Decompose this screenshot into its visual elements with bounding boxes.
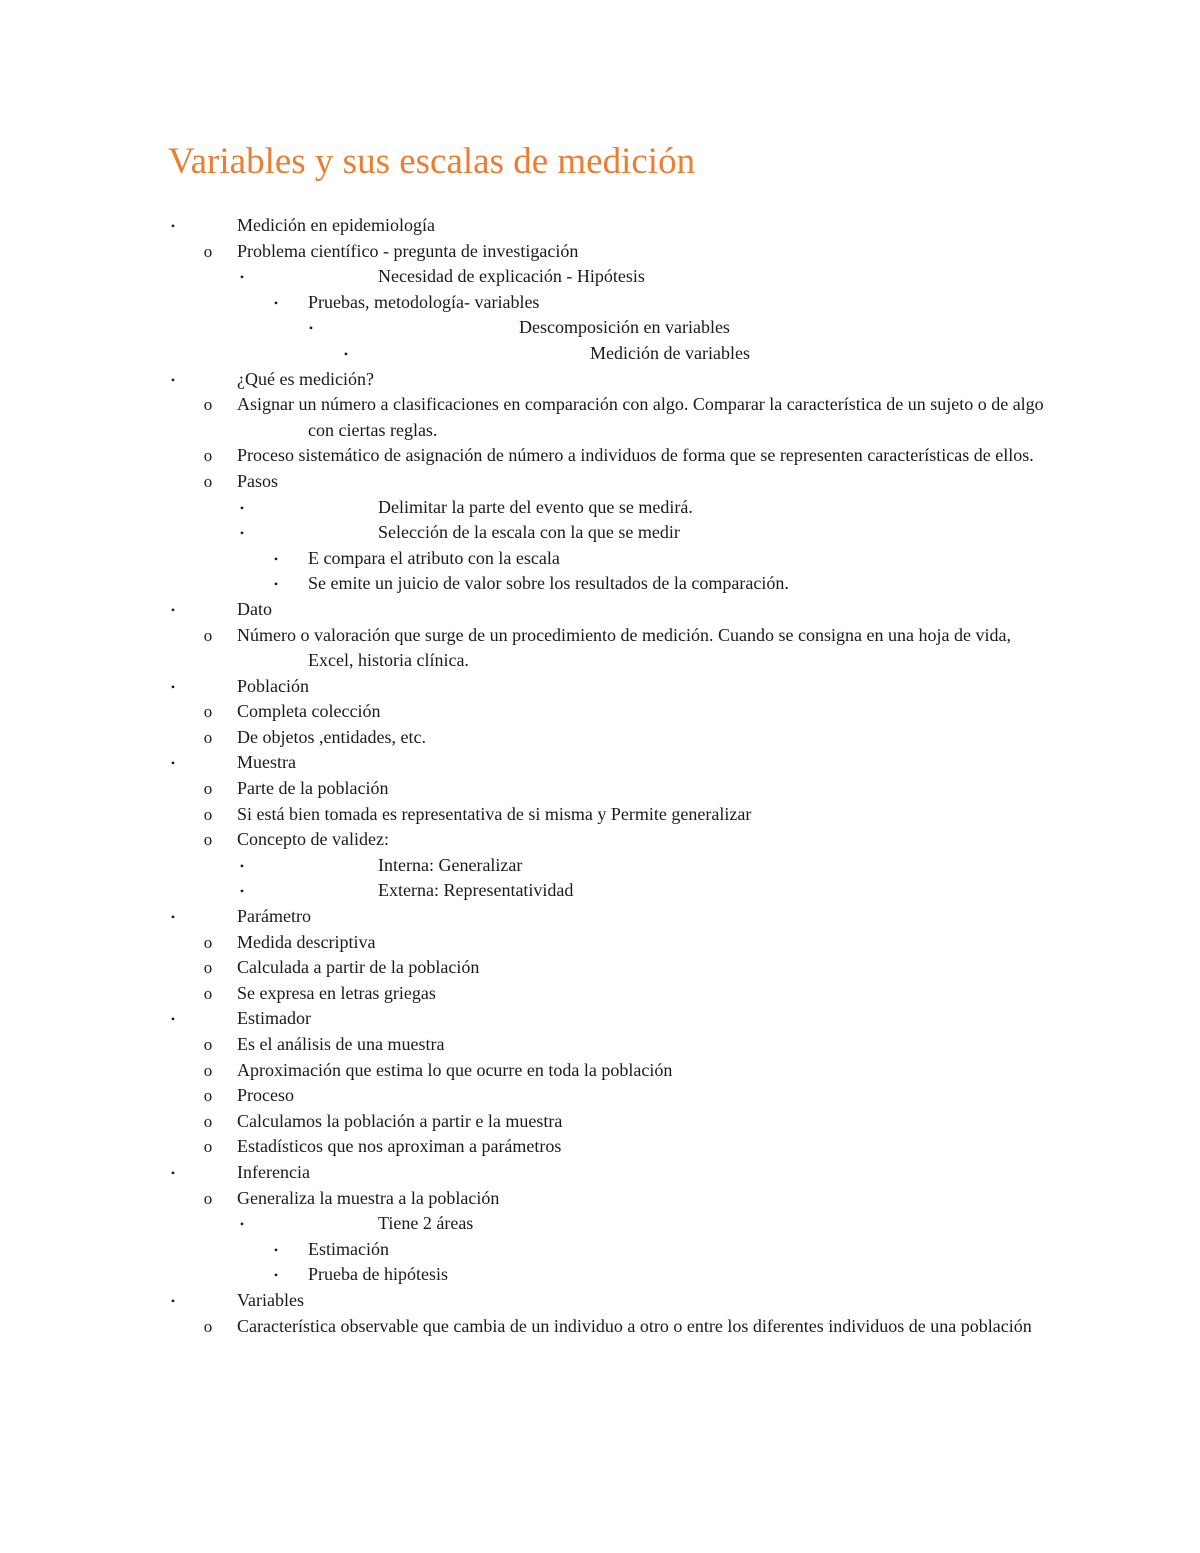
list-item-text: Parte de la población <box>237 778 389 799</box>
list-item <box>0 495 1200 521</box>
list-item-text: Selección de la escala con la que se medir <box>378 522 680 543</box>
bullet-icon: • <box>273 295 279 310</box>
list-item <box>0 239 1200 265</box>
list-item <box>0 1186 1200 1212</box>
list-item-text: Se expresa en letras griegas <box>237 982 436 1003</box>
list-item <box>0 1288 1200 1314</box>
bullet-icon: • <box>170 679 176 694</box>
list-item <box>0 1032 1200 1058</box>
list-item-text: Estadísticos que nos aproximan a parámetros <box>237 1136 562 1157</box>
bullet-icon: • <box>239 1217 245 1232</box>
list-item <box>0 827 1200 853</box>
circle-bullet-icon: o <box>203 1086 213 1106</box>
circle-bullet-icon: o <box>203 1111 213 1131</box>
list-item <box>0 699 1200 725</box>
list-item <box>0 1058 1200 1084</box>
list-item <box>0 1262 1200 1288</box>
list-item-text: Si está bien tomada es representativa de si misma y Permite generalizar <box>237 803 752 824</box>
circle-bullet-icon: o <box>203 932 213 952</box>
list-item <box>0 1211 1200 1237</box>
bullet-icon: • <box>170 910 176 925</box>
list-item-text: Estimación <box>308 1238 389 1259</box>
list-item <box>0 392 1200 443</box>
list-item-text: Inferencia <box>237 1161 310 1182</box>
bullet-icon: • <box>273 1268 279 1283</box>
bullet-icon: • <box>308 321 314 336</box>
list-item-text: Número o valoración que surge de un procedimiento de medición. Cuando se consigna en una hoja de vida, Excel, historia clínica. <box>237 624 1011 671</box>
list-item-text: Proceso <box>237 1085 294 1106</box>
list-item <box>0 546 1200 572</box>
bullet-icon: • <box>170 756 176 771</box>
list-item <box>0 469 1200 495</box>
circle-bullet-icon: o <box>203 1137 213 1157</box>
bullet-icon: • <box>170 1293 176 1308</box>
list-item-text: Tiene 2 áreas <box>378 1213 474 1234</box>
bullet-icon: • <box>273 1242 279 1257</box>
list-item-text: Parámetro <box>237 906 311 927</box>
list-item-text: Es el análisis de una muestra <box>237 1034 445 1054</box>
list-item-text: Característica observable que cambia de un individuo a otro o entre los diferentes individuos de una población <box>237 1315 1032 1336</box>
circle-bullet-icon: o <box>203 395 213 415</box>
list-item <box>0 290 1200 316</box>
list-item <box>0 904 1200 930</box>
list-item <box>0 1314 1200 1340</box>
list-item-text: Problema científico - pregunta de investigación <box>237 240 579 261</box>
list-item <box>0 1237 1200 1263</box>
list-item-text: Generaliza la muestra a la población <box>237 1187 500 1208</box>
list-item-text: Se emite un juicio de valor sobre los resultados de la comparación. <box>308 573 789 594</box>
list-item-text: Calculada a partir de la población <box>237 957 480 978</box>
list-item-text: Descomposición en variables <box>519 317 730 338</box>
list-item <box>0 674 1200 700</box>
list-item-text: Estimador <box>237 1008 311 1029</box>
list-item <box>0 853 1200 879</box>
circle-bullet-icon: o <box>203 1188 213 1208</box>
list-item <box>0 443 1200 469</box>
list-item-text: Asignar un número a clasificaciones en comparación con algo. Comparar la característica de un sujeto o de algo con ciertas reglas. <box>237 394 1044 440</box>
list-item <box>0 930 1200 956</box>
list-item-text: Variables <box>237 1289 304 1310</box>
bullet-icon: • <box>239 858 245 873</box>
page-title: Variables y sus escalas de medición <box>168 141 696 182</box>
list-item-text: Pruebas, metodología- variables <box>308 291 540 312</box>
list-item <box>0 750 1200 776</box>
list-item <box>0 1160 1200 1186</box>
circle-bullet-icon: o <box>203 830 213 850</box>
list-item <box>0 341 1200 367</box>
bullet-icon: • <box>273 551 279 566</box>
circle-bullet-icon: o <box>203 1060 213 1080</box>
circle-bullet-icon: o <box>203 1316 213 1336</box>
bullet-icon: • <box>170 219 176 233</box>
list-item-text: Proceso sistemático de asignación de número a individuos de forma que se representen características de ellos. <box>237 445 1034 466</box>
list-item-text: Interna: Generalizar <box>378 854 523 875</box>
bullet-icon: • <box>239 270 245 285</box>
list-item <box>0 878 1200 904</box>
list-item-text: Población <box>237 675 309 696</box>
circle-bullet-icon: o <box>203 625 213 645</box>
circle-bullet-icon: o <box>203 1035 213 1054</box>
list-item <box>0 264 1200 290</box>
list-item-text: Calculamos la población a partir e la muestra <box>237 1110 563 1131</box>
list-item <box>0 623 1200 674</box>
list-item-text: Concepto de validez: <box>237 829 389 850</box>
list-item <box>0 725 1200 751</box>
list-item-text: Dato <box>237 598 272 619</box>
circle-bullet-icon: o <box>203 804 213 824</box>
list-item <box>0 571 1200 597</box>
list-item-text: Medición de variables <box>590 342 750 363</box>
list-item <box>0 1006 1200 1032</box>
circle-bullet-icon: o <box>203 241 213 261</box>
list-item-text: Necesidad de explicación - Hipótesis <box>378 266 645 287</box>
list-item-text: ¿Qué es medición? <box>237 368 374 389</box>
list-item <box>0 955 1200 981</box>
bullet-icon: • <box>273 577 279 592</box>
bullet-icon: • <box>239 884 245 899</box>
bullet-icon: • <box>239 500 245 515</box>
outline-list <box>0 213 1200 1339</box>
list-item-text: Completa colección <box>237 701 381 722</box>
bullet-icon: • <box>239 526 245 541</box>
list-item <box>0 776 1200 802</box>
list-item-text: Medida descriptiva <box>237 931 376 952</box>
bullet-icon: • <box>170 1012 176 1027</box>
bullet-icon: • <box>170 372 176 387</box>
list-item-text: Externa: Representatividad <box>378 880 574 901</box>
list-item <box>0 1134 1200 1160</box>
list-item <box>0 1109 1200 1135</box>
bullet-icon: • <box>170 602 176 617</box>
list-item <box>0 981 1200 1007</box>
list-item <box>0 1083 1200 1109</box>
bullet-icon: • <box>170 1165 176 1180</box>
list-item-text: De objetos ,entidades, etc. <box>237 726 426 747</box>
circle-bullet-icon: o <box>203 702 213 722</box>
list-item-text: Medición en epidemiología <box>237 215 435 235</box>
list-item-text: E compara el atributo con la escala <box>308 547 560 568</box>
list-item <box>0 213 1200 239</box>
list-item <box>0 367 1200 393</box>
list-item <box>0 315 1200 341</box>
circle-bullet-icon: o <box>203 727 213 747</box>
list-item <box>0 520 1200 546</box>
list-item-text: Aproximación que estima lo que ocurre en toda la población <box>237 1059 673 1080</box>
circle-bullet-icon: o <box>203 779 213 799</box>
list-item-text: Delimitar la parte del evento que se medirá. <box>378 496 693 517</box>
list-item-text: Muestra <box>237 752 296 773</box>
bullet-icon: • <box>343 346 349 361</box>
circle-bullet-icon: o <box>203 446 213 466</box>
list-item <box>0 597 1200 623</box>
circle-bullet-icon: o <box>203 983 213 1003</box>
list-item <box>0 802 1200 828</box>
circle-bullet-icon: o <box>203 958 213 978</box>
list-item-text: Pasos <box>237 470 279 491</box>
list-item-text: Prueba de hipótesis <box>308 1264 448 1285</box>
circle-bullet-icon: o <box>203 471 213 491</box>
